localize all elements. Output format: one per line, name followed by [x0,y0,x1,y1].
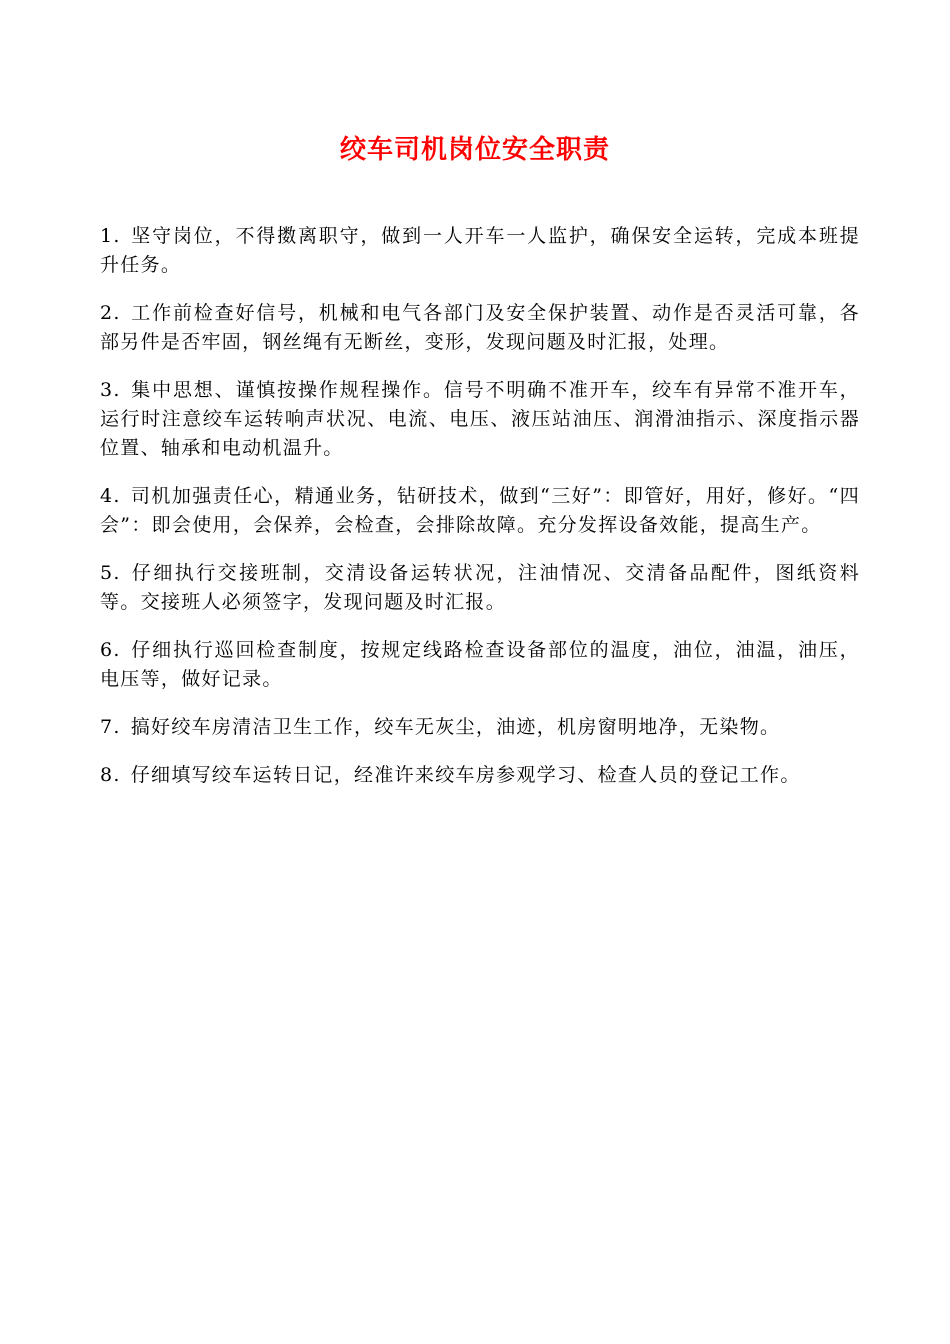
duty-item-3 [100,376,860,463]
duty-item-text: 坚守岗位，不得擞离职守，做到一人开车一人监护，确保安全运转，完成本班提升任务。 [100,225,860,276]
duty-list [100,222,860,809]
duty-item-8 [100,761,860,790]
duty-item-number: 8. [100,764,121,786]
duty-item-text: 集中思想、谨慎按操作规程操作。信号不明确不准开车，绞车有异常不准开车，运行时注意绞车运转响声状况、电流、电压、液压站油压、润滑油指示、深度指示器位置、轴承和电动机温升。 [100,379,860,459]
duty-item-4 [100,482,860,540]
duty-item-1 [100,222,860,280]
duty-item-number: 6. [100,639,121,661]
duty-item-number: 3. [100,379,121,401]
duty-item-text: 仔细执行交接班制，交清设备运转状况，注油情况、交清备品配件，图纸资料等。交接班人必须签字，发现问题及时汇报。 [100,562,860,613]
duty-item-number: 5. [100,562,121,584]
duty-item-text: 仔细填写绞车运转日记，经准许来绞车房参观学习、检查人员的登记工作。 [130,764,801,786]
duty-item-text: 司机加强责任心，精通业务，钻研技术，做到“三好”：即管好，用好，修好。“四会”：即会使用，会保养，会检查，会排除故障。充分发挥设备效能，提高生产。 [100,485,860,536]
duty-item-number: 4. [100,485,121,507]
document-title: 绞车司机岗位安全职责 [339,135,610,165]
duty-item-text: 仔细执行巡回检查制度，按规定线路检查设备部位的温度，油位，油温，油压，电压等，做好记录。 [100,639,860,690]
duty-item-6 [100,636,860,694]
duty-item-number: 7. [100,716,121,738]
duty-item-2 [100,299,860,357]
duty-item-text: 搞好绞车房清洁卫生工作，绞车无灰尘，油迹，机房窗明地净，无染物。 [130,716,781,738]
duty-item-7 [100,713,860,742]
duty-item-number: 2. [100,302,121,324]
duty-item-number: 1. [100,225,121,247]
duty-item-5 [100,559,860,617]
duty-item-text: 工作前检查好信号，机械和电气各部门及安全保护装置、动作是否灵活可靠，各部另件是否牢固，钢丝绳有无断丝，变形，发现问题及时汇报，处理。 [100,302,860,353]
